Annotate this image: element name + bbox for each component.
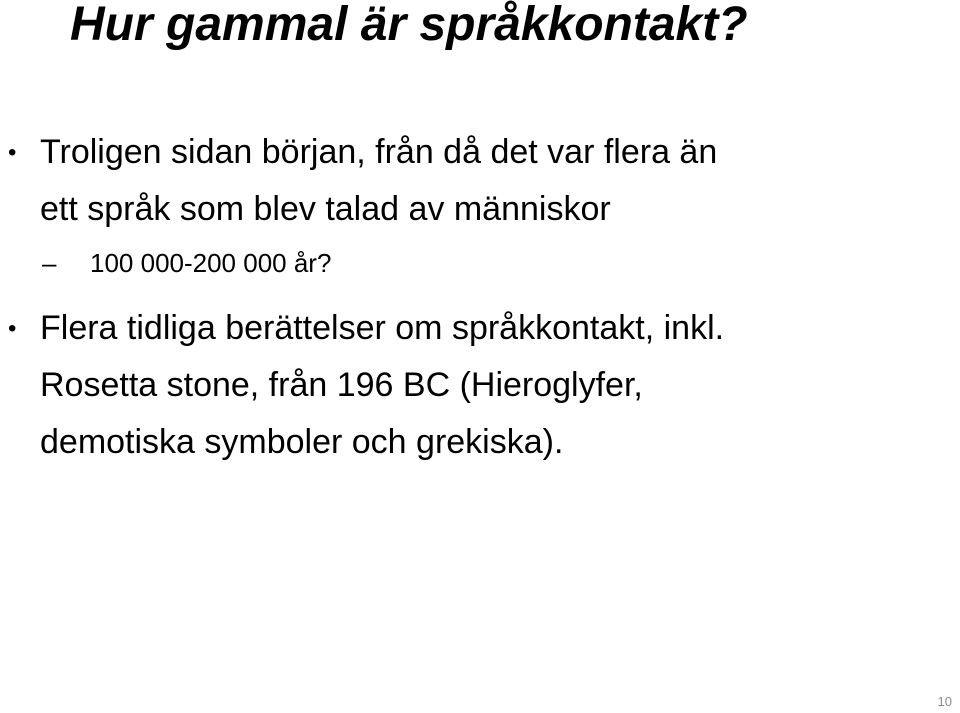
bullet-line: Flera tidliga berättelser om språkkontakt, inkl. bbox=[40, 309, 725, 347]
bullet-line: ett språk som blev talad av människor bbox=[40, 190, 611, 228]
bullet-line: Rosetta stone, från 196 BC (Hieroglyfer, bbox=[40, 366, 643, 404]
page-number: 10 bbox=[937, 694, 952, 709]
bullet-line: Troligen sidan början, från då det var flera än bbox=[40, 133, 718, 171]
bullet-dot-icon: • bbox=[8, 315, 17, 342]
sub-bullet-line: 100 000-200 000 år? bbox=[90, 248, 332, 278]
dash-icon: – bbox=[42, 248, 57, 278]
slide-content bbox=[0, 124, 960, 471]
bullet-dot-icon: • bbox=[8, 139, 17, 166]
bullet-item bbox=[0, 124, 960, 238]
sub-bullet-item bbox=[0, 238, 960, 288]
slide-title: Hur gammal är språkkontakt? bbox=[70, 0, 748, 51]
bullet-item bbox=[0, 300, 960, 471]
bullet-line: demotiska symboler och grekiska). bbox=[40, 423, 564, 461]
